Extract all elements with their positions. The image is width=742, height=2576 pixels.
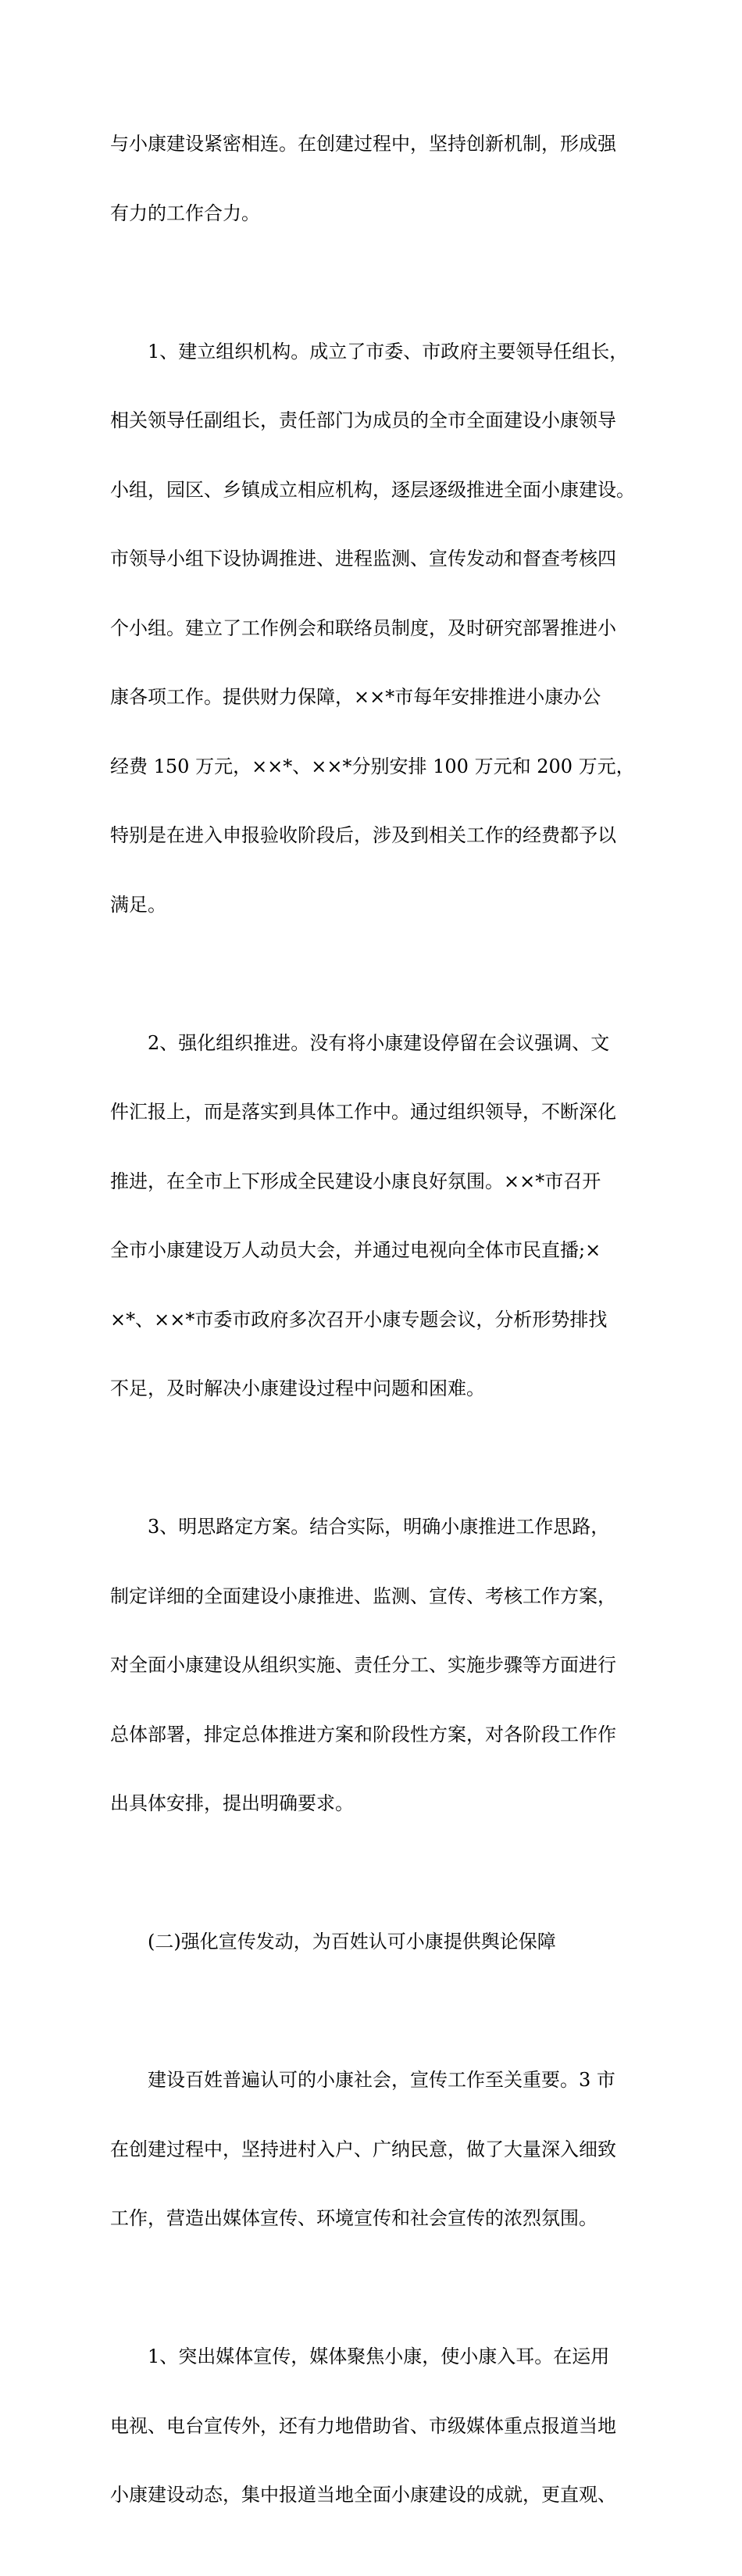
- text-line: 小组，园区、乡镇成立相应机构，逐层逐级推进全面小康建设。: [110, 478, 635, 501]
- text-line: 特别是在进入申报验收阶段后，涉及到相关工作的经费都予以: [110, 824, 616, 846]
- section-heading: [110, 1885, 649, 2000]
- text-line: 1、建立组织机构。成立了市委、市政府主要领导任组长，: [148, 340, 629, 363]
- text-line: 建设百姓普遍认可的小康社会，宣传工作至关重要。3 市: [148, 2069, 615, 2091]
- text-line: 2、强化组织推进。没有将小康建设停留在会议强调、文: [148, 1031, 610, 1054]
- text-line: 3、明思路定方案。结合实际，明确小康推进工作思路，: [148, 1516, 610, 1538]
- paragraph-continuation: [110, 87, 649, 271]
- text-line: 康各项工作。提供财力保障，××*市每年安排推进小康办公: [110, 686, 601, 708]
- text-line: 小康建设动态，集中报道当地全面小康建设的成就，更直观、: [110, 2484, 616, 2506]
- text-line: 对全面小康建设从组织实施、责任分工、实施步骤等方面进行: [110, 1654, 616, 1676]
- text-line: 市领导小组下设协调推进、进程监测、宣传发动和督查考核四: [110, 548, 616, 570]
- text-line: 有力的工作合力。: [110, 202, 260, 224]
- text-line: 全市小康建设万人动员大会，并通过电视向全体市民直播;×: [110, 1239, 601, 1261]
- text-line: 出具体安排，提出明确要求。: [110, 1792, 354, 1814]
- paragraph-plan: [110, 1470, 649, 1862]
- text-line: ×*、××*市委市政府多次召开小康专题会议，分析形势排找: [110, 1308, 608, 1331]
- text-line: 在创建过程中，坚持进村入户、广纳民意，做了大量深入细致: [110, 2138, 616, 2160]
- text-line: 相关领导任副组长，责任部门为成员的全市全面建设小康领导: [110, 409, 616, 431]
- paragraph-publicity-intro: [110, 2023, 649, 2277]
- text-line: 满足。: [110, 893, 166, 916]
- text-line: 件汇报上，而是落实到具体工作中。通过组织领导，不断深化: [110, 1101, 616, 1123]
- text-line: 电视、电台宣传外，还有力地借助省、市级媒体重点报道当地: [110, 2414, 616, 2437]
- text-line: 制定详细的全面建设小康推进、监测、宣传、考核工作方案，: [110, 1585, 616, 1607]
- text-line: 个小组。建立了工作例会和联络员制度，及时研究部署推进小: [110, 616, 616, 639]
- paragraph-organization: [110, 295, 649, 963]
- text-line: 与小康建设紧密相连。在创建过程中，坚持创新机制，形成强: [110, 133, 616, 155]
- paragraph-media: [110, 2299, 649, 2553]
- heading-line: (二)强化宣传发动，为百姓认可小康提供舆论保障: [148, 1931, 556, 1953]
- text-line: 经费 150 万元，××*、××*分别安排 100 万元和 200 万元，: [110, 755, 635, 777]
- text-line: 推进，在全市上下形成全民建设小康良好氛围。××*市召开: [110, 1170, 601, 1192]
- text-line: 工作，营造出媒体宣传、环境宣传和社会宣传的浓烈氛围。: [110, 2207, 598, 2229]
- text-line: 不足，及时解决小康建设过程中问题和困难。: [110, 1377, 485, 1399]
- body-text: [110, 87, 649, 2576]
- text-line: 总体部署，排定总体推进方案和阶段性方案，对各阶段工作作: [110, 1723, 616, 1745]
- text-line: 1、突出媒体宣传，媒体聚焦小康，使小康入耳。在运用: [148, 2346, 610, 2367]
- paragraph-promotion: [110, 986, 649, 1447]
